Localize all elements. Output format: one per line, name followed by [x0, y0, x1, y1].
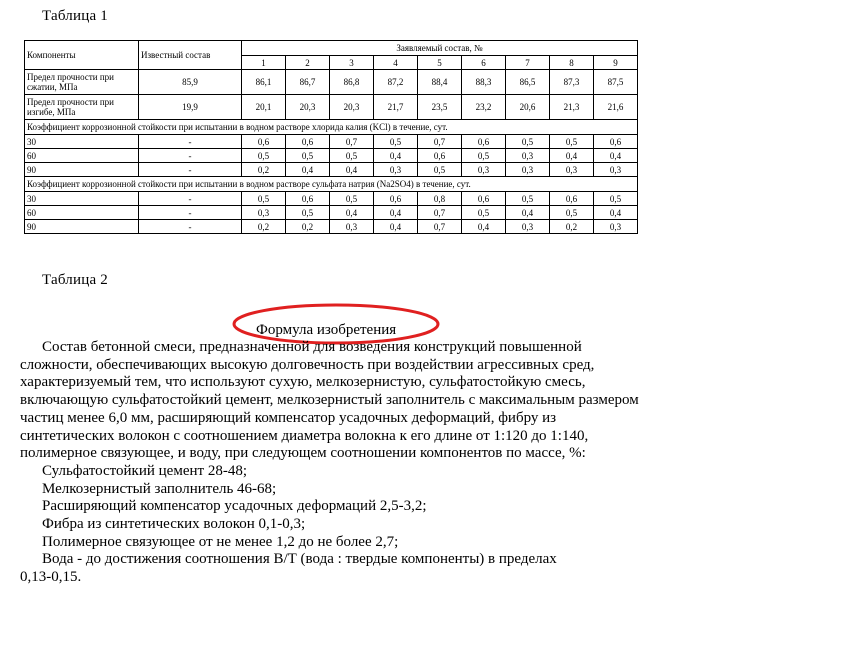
claimed-value-7: 0,5	[506, 135, 550, 149]
claimed-value-5: 88,4	[418, 70, 462, 95]
claimed-value-2: 0,6	[286, 135, 330, 149]
section-title: Коэффициент коррозионной стойкости при испытании в водном растворе сульфата натрия (Na2SO4) в течение, сут.	[25, 177, 638, 192]
known-value: -	[139, 135, 242, 149]
results-table	[24, 40, 638, 234]
claimed-value-5: 0,6	[418, 149, 462, 163]
claimed-value-7: 0,3	[506, 163, 550, 177]
claimed-value-8: 87,3	[550, 70, 594, 95]
claimed-value-1: 86,1	[242, 70, 286, 95]
header-number-3: 3	[330, 56, 374, 70]
claimed-value-5: 0,5	[418, 163, 462, 177]
row-label: 30	[25, 135, 139, 149]
claimed-value-3: 0,5	[330, 192, 374, 206]
claimed-value-7: 20,6	[506, 95, 550, 120]
claimed-value-3: 0,4	[330, 163, 374, 177]
table1-caption: Таблица 1	[42, 8, 108, 24]
known-value: -	[139, 206, 242, 220]
claimed-value-3: 0,7	[330, 135, 374, 149]
formula-item: Мелкозернистый заполнитель 46-68;	[42, 480, 277, 497]
claimed-value-5: 0,8	[418, 192, 462, 206]
table-row	[25, 163, 638, 177]
formula-item: Полимерное связующее от не менее 1,2 до не более 2,7;	[42, 533, 399, 550]
claimed-value-6: 0,3	[462, 163, 506, 177]
section-row	[25, 177, 638, 192]
header-claimed: Заявляемый состав, №	[242, 41, 638, 56]
claimed-value-3: 86,8	[330, 70, 374, 95]
formula-title: Формула изобретения	[256, 322, 397, 338]
claimed-value-4: 0,6	[374, 192, 418, 206]
claimed-value-8: 0,6	[550, 192, 594, 206]
claimed-value-4: 87,2	[374, 70, 418, 95]
claimed-value-7: 0,4	[506, 206, 550, 220]
claimed-value-7: 0,5	[506, 192, 550, 206]
claimed-value-9: 0,6	[594, 135, 638, 149]
claimed-value-6: 0,5	[462, 206, 506, 220]
claimed-value-9: 87,5	[594, 70, 638, 95]
claimed-value-9: 0,4	[594, 206, 638, 220]
table-header-row	[25, 41, 638, 56]
claimed-value-1: 0,6	[242, 135, 286, 149]
header-number-6: 6	[462, 56, 506, 70]
claimed-value-4: 0,4	[374, 206, 418, 220]
header-number-5: 5	[418, 56, 462, 70]
claimed-value-5: 23,5	[418, 95, 462, 120]
table-row	[25, 220, 638, 234]
known-value: -	[139, 149, 242, 163]
claimed-value-3: 0,4	[330, 206, 374, 220]
claimed-value-7: 0,3	[506, 149, 550, 163]
claimed-value-6: 0,4	[462, 220, 506, 234]
row-label: 30	[25, 192, 139, 206]
header-number-1: 1	[242, 56, 286, 70]
known-value: -	[139, 220, 242, 234]
table-row	[25, 149, 638, 163]
claimed-value-9: 0,5	[594, 192, 638, 206]
claimed-value-5: 0,7	[418, 220, 462, 234]
table-body	[25, 41, 638, 234]
claimed-value-1: 0,2	[242, 163, 286, 177]
known-value: 19,9	[139, 95, 242, 120]
claimed-value-6: 88,3	[462, 70, 506, 95]
claimed-value-8: 0,2	[550, 220, 594, 234]
claimed-value-3: 20,3	[330, 95, 374, 120]
claimed-value-2: 0,5	[286, 206, 330, 220]
claimed-value-3: 0,5	[330, 149, 374, 163]
claimed-value-4: 0,5	[374, 135, 418, 149]
claimed-value-8: 0,5	[550, 206, 594, 220]
claimed-value-8: 0,4	[550, 149, 594, 163]
claimed-value-7: 0,3	[506, 220, 550, 234]
header-known: Известный состав	[139, 41, 242, 70]
row-label: Предел прочности при сжатии, МПа	[25, 70, 139, 95]
known-value: 85,9	[139, 70, 242, 95]
claimed-value-1: 20,1	[242, 95, 286, 120]
claimed-value-6: 0,5	[462, 149, 506, 163]
formula-item-water: Вода - до достижения соотношения В/Т (вода : твердые компоненты) в пределах	[42, 551, 557, 568]
claimed-value-9: 0,3	[594, 220, 638, 234]
table-row	[25, 206, 638, 220]
claimed-value-6: 23,2	[462, 95, 506, 120]
claimed-value-5: 0,7	[418, 135, 462, 149]
header-number-4: 4	[374, 56, 418, 70]
claimed-value-8: 0,3	[550, 163, 594, 177]
claimed-value-6: 0,6	[462, 192, 506, 206]
claimed-value-1: 0,3	[242, 206, 286, 220]
claimed-value-6: 0,6	[462, 135, 506, 149]
claimed-value-5: 0,7	[418, 206, 462, 220]
claimed-value-8: 0,5	[550, 135, 594, 149]
formula-item: Фибра из синтетических волокон 0,1-0,3;	[42, 516, 306, 533]
formula-items	[20, 463, 640, 552]
claimed-value-9: 21,6	[594, 95, 638, 120]
table-row	[25, 95, 638, 120]
claimed-value-4: 0,3	[374, 163, 418, 177]
table-row	[25, 135, 638, 149]
claimed-value-1: 0,5	[242, 149, 286, 163]
claimed-value-2: 0,6	[286, 192, 330, 206]
claimed-value-4: 21,7	[374, 95, 418, 120]
claimed-value-9: 0,3	[594, 163, 638, 177]
claimed-value-2: 0,4	[286, 163, 330, 177]
table-row	[25, 70, 638, 95]
header-number-2: 2	[286, 56, 330, 70]
section-row	[25, 120, 638, 135]
claimed-value-2: 20,3	[286, 95, 330, 120]
claimed-value-2: 86,7	[286, 70, 330, 95]
header-number-7: 7	[506, 56, 550, 70]
table-row	[25, 192, 638, 206]
header-components: Компоненты	[25, 41, 139, 70]
claimed-value-4: 0,4	[374, 149, 418, 163]
row-label: 90	[25, 220, 139, 234]
row-label: 60	[25, 206, 139, 220]
claimed-value-2: 0,2	[286, 220, 330, 234]
table2-caption: Таблица 2	[42, 272, 108, 288]
claimed-value-3: 0,3	[330, 220, 374, 234]
claimed-value-8: 21,3	[550, 95, 594, 120]
section-title: Коэффициент коррозионной стойкости при испытании в водном растворе хлорида калия (KCl) в течение, сут.	[25, 120, 638, 135]
known-value: -	[139, 192, 242, 206]
header-number-9: 9	[594, 56, 638, 70]
claimed-value-2: 0,5	[286, 149, 330, 163]
row-label: 90	[25, 163, 139, 177]
formula-item: Сульфатостойкий цемент 28-48;	[42, 462, 247, 479]
row-label: Предел прочности при изгибе, МПа	[25, 95, 139, 120]
formula-item-water-cont: 0,13-0,15.	[20, 569, 82, 586]
formula-item: Расширяющий компенсатор усадочных деформаций 2,5-3,2;	[42, 498, 427, 515]
claimed-value-4: 0,4	[374, 220, 418, 234]
formula-text	[20, 339, 640, 587]
known-value: -	[139, 163, 242, 177]
claimed-value-7: 86,5	[506, 70, 550, 95]
formula-intro: Состав бетонной смеси, предназначенной для возведения конструкций повышенной сложности, обеспечивающих высокую долговечность при воздействии агрессивных сред, характеризуемый тем, что используют сухую, мелкозернистую, сульфатостойкую смесь, включающую сульфатостойкий цемент, мелкозернистый заполнитель с максимальным размером частиц менее 6,0 мм, расширяющий компенсатор усадочных деформаций, фибру из синтетических волокон с соотношением диаметра волокна к его длине от 1:120 до 1:140, полимерное связующее, и воду, при следующем соотношении компонентов по массе, %:	[20, 339, 639, 462]
claimed-value-1: 0,5	[242, 192, 286, 206]
header-number-8: 8	[550, 56, 594, 70]
claimed-value-1: 0,2	[242, 220, 286, 234]
claimed-value-9: 0,4	[594, 149, 638, 163]
row-label: 60	[25, 149, 139, 163]
